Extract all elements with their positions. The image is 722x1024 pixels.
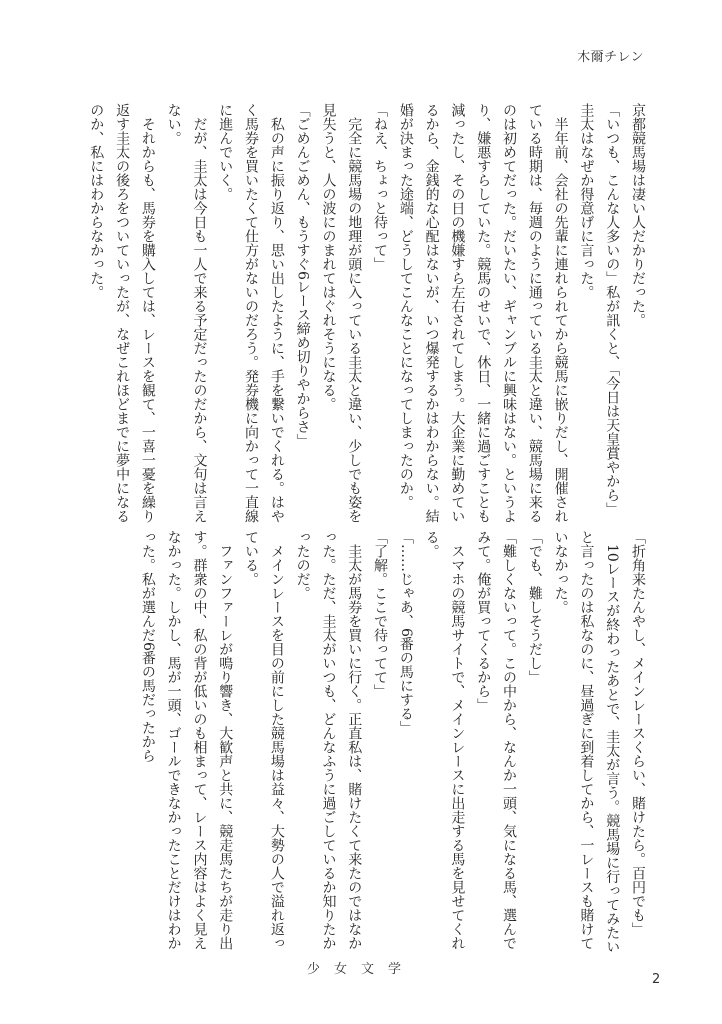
paragraph: 10レースが終わったあとで、圭太が言う。競馬場に行ってみたいと言ったのは私なのに、昼過ぎに到着してから、一レースも賭けていなかった。: [552, 530, 621, 954]
paragraph: 「いつも、こんな人多いの」私が訊くと、「今日は天皇賞やから」圭太はなぜか得意げに言った。: [578, 103, 621, 516]
paragraph: 私の声に振り返り、思い出したように、手を繋いでくれる。はやく馬券を買いたくて仕方がないのだろう。発券機に向かって一直線に進んでいく。: [217, 103, 285, 523]
lower-text-block: [90, 530, 650, 960]
paragraph: 「ごめんごめん、もうすぐ6レース締め切りやからさ」: [294, 103, 311, 448]
paragraph: 「……じゃあ、6番の馬にする」: [397, 530, 414, 735]
paragraph: 京都競馬場は凄い人だかりだった。: [630, 103, 646, 327]
paragraph: 「了解。ここで待ってて」: [372, 530, 389, 698]
paragraph: ファンファーレが鳴り響き、大歓声と共に、競走馬たちが走り出す。群衆の中、私の背が低いのも相まって、レース内容はよく見えなかった。しかし、馬が一頭、ゴールできなかったことだけはわかった。私が選んだ6番の馬だったから: [139, 530, 234, 950]
paragraph: それからも、馬券を購入しては、レースを観て、一喜一憂を繰り返す圭太の後ろをついていったが、なぜこれほどまでに夢中になるのか、私にはわからなかった。: [88, 103, 156, 523]
publication-title: 少女文学: [306, 962, 415, 977]
paragraph: 「難しくないって。この中から、なんか一頭、気になる馬、選んでみて。俺が買ってくるから」: [475, 530, 518, 950]
page-number: 2: [652, 972, 661, 987]
paragraph: 「ねえ、ちょっと待って」: [372, 103, 389, 271]
author-name: 木爾チレン: [577, 50, 644, 65]
paragraph: 完全に競馬場の地理が頭に入っている圭太と違い、少しでも姿を見失うと、人の波にのまれてはぐれそうになる。: [320, 103, 363, 523]
paragraph: 「でも、難しそうだし」: [526, 530, 543, 684]
paragraph: スマホの競馬サイトで、メインレースに出走する馬を見せてくれる。: [423, 530, 466, 950]
paragraph: だが、圭太は今日も一人で来る予定だったのだから、文句は言えない。: [165, 103, 208, 523]
paragraph: 半年前、会社の先輩に連れられてから競馬に嵌りだし、開催されている時期は、毎週のように通っている圭太と違い、競馬場に来るのは初めてだった。だいたい、ギャンブルに興味はない。というより、嫌悪すらしていた。競馬のせいで、休日、一緒に過ごすことも減ったし、その日の機嫌すら左右されてしまう。大企業に勤めているから、金銭的な心配はないが、いつ爆発するかはわからない。結婚が決まった途端、どうしてこんなことになってしまったのか。: [397, 103, 569, 523]
paragraph: 「折角来たんやし、メインレースくらい、賭けたら。百円でも」: [630, 530, 646, 936]
paragraph: 圭太が馬券を買いに行く。正直私は、賭けたくて来たのではなかった。ただ、圭太がいつも、どんなふうに過ごしているか知りたかったのだ。: [294, 530, 363, 950]
paragraph: メインレースを目の前にした競馬場は益々、大勢の人で溢れ返っている。: [243, 530, 285, 950]
upper-text-block: [90, 103, 650, 523]
